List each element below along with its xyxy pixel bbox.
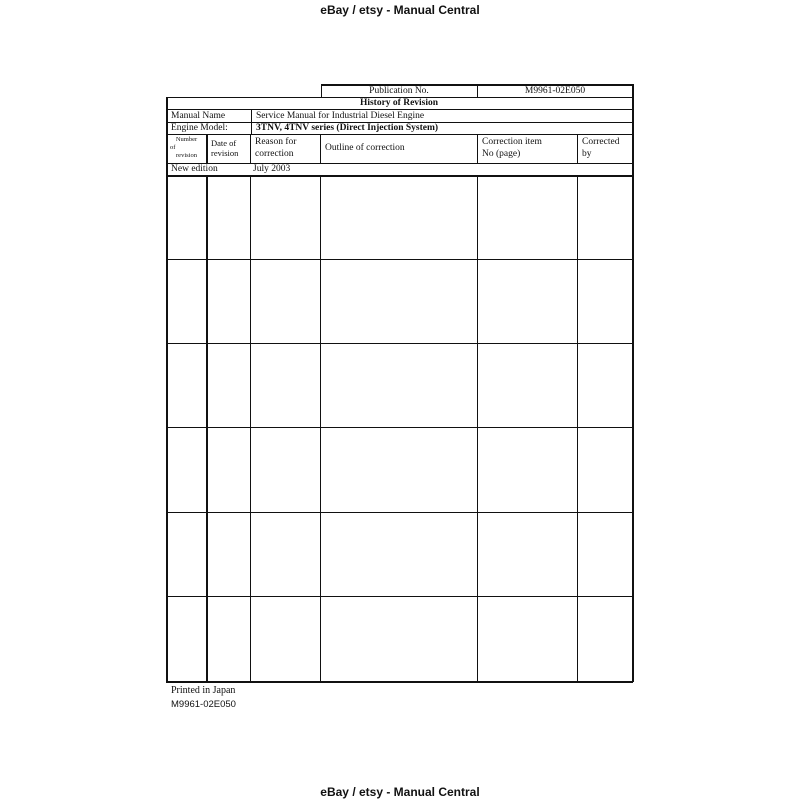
rule: [206, 175, 208, 682]
header-number-of-revision: Number of revision: [170, 136, 198, 159]
top-banner: eBay / etsy - Manual Central: [320, 3, 480, 17]
publication-number: M9961-02E050: [524, 86, 586, 96]
rule: [166, 109, 633, 110]
header-date-of-revision: Date of revision: [211, 138, 239, 158]
rule: [632, 84, 634, 682]
rule: [251, 109, 252, 134]
rule: [206, 134, 208, 163]
header-correction-item: Correction item No (page): [482, 137, 542, 159]
footer-code: M9961-02E050: [171, 699, 236, 710]
rule: [250, 134, 251, 163]
engine-model-value: 3TNV, 4TNV series (Direct Injection System): [256, 123, 439, 133]
header-corrected-by: Corrected by: [582, 137, 620, 159]
rule: [577, 175, 578, 682]
rule: [166, 512, 633, 513]
bottom-banner: eBay / etsy - Manual Central: [320, 785, 480, 799]
rule: [250, 175, 251, 682]
printed-in-label: Printed in Japan: [171, 685, 236, 696]
publication-label: Publication No.: [369, 86, 429, 96]
header-reason: Reason for correction: [255, 137, 297, 159]
rule: [166, 596, 633, 597]
rule: [166, 97, 168, 682]
header-outline: Outline of correction: [325, 143, 405, 153]
rule: [477, 134, 478, 163]
rule: [477, 175, 478, 682]
rule: [166, 427, 633, 428]
manual-name-value: Service Manual for Industrial Diesel Engine: [256, 111, 425, 121]
rule: [166, 343, 633, 344]
rule: [166, 259, 633, 260]
rule: [320, 134, 321, 163]
first-row-date: July 2003: [253, 164, 291, 174]
rule: [166, 175, 633, 177]
history-title: History of Revision: [359, 98, 439, 108]
manual-name-label: Manual Name: [171, 111, 226, 121]
rule: [166, 681, 633, 683]
rule: [166, 163, 633, 164]
engine-model-label: Engine Model:: [171, 123, 228, 133]
rule: [166, 134, 633, 135]
first-row-number: New edition: [171, 164, 218, 174]
rule: [320, 175, 321, 682]
rule: [577, 134, 578, 163]
